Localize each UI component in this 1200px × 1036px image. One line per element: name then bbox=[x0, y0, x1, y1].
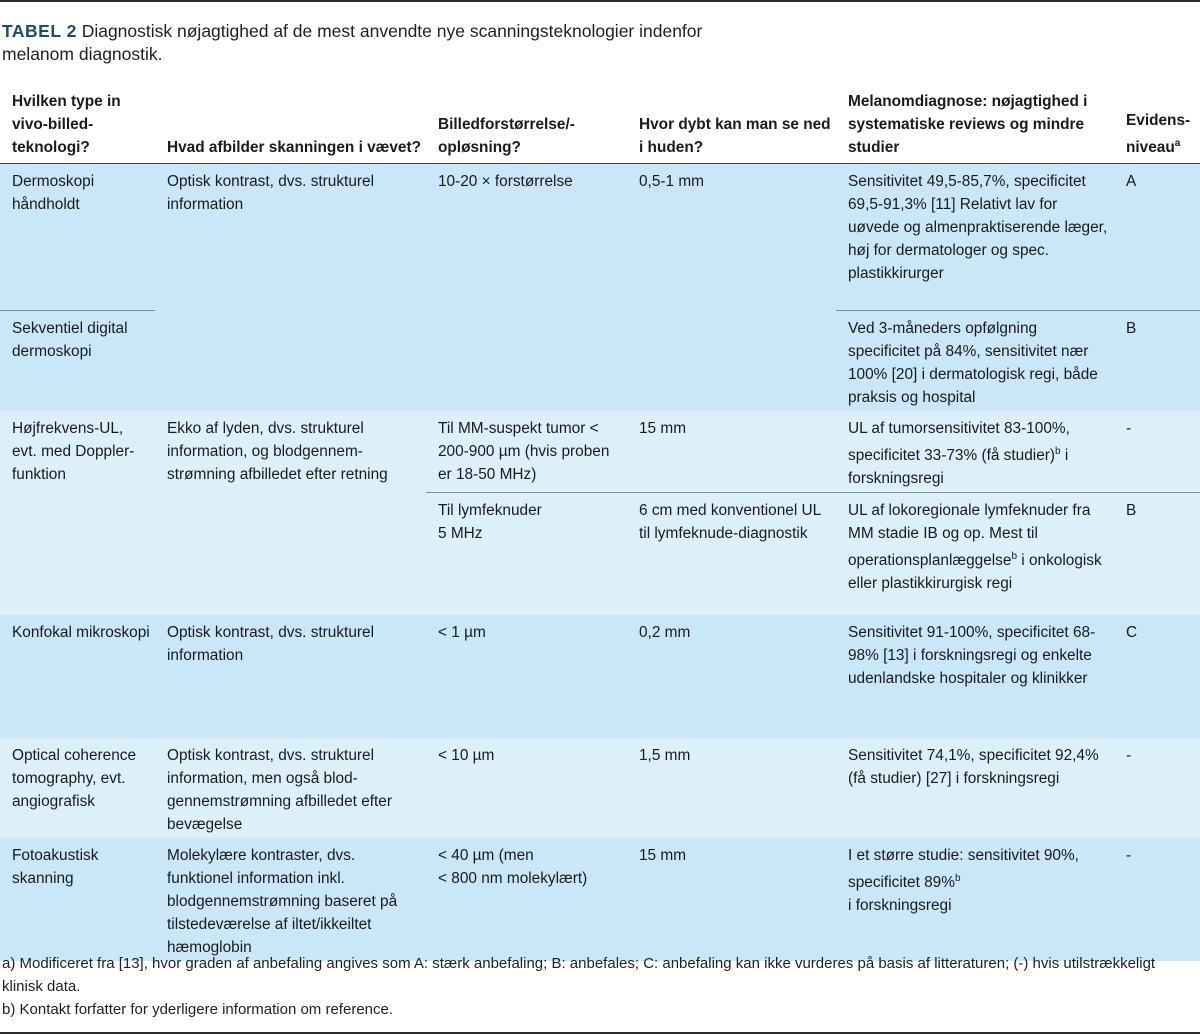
cell-shows: Optisk kontrast, dvs. strukturel information bbox=[155, 164, 426, 412]
cell-type: Højfrekvens-UL, evt. med Doppler-funktion bbox=[0, 411, 155, 615]
cell-accuracy: Sensitivitet 91-100%, specificitet 68-98% [13] i forskningsregi og enkelte udenlandske hospitaler og klinikker bbox=[836, 615, 1114, 738]
header-depth: Hvor dybt kan man se ned i huden? bbox=[627, 84, 836, 164]
cell-resolution: < 1 µm bbox=[426, 615, 627, 738]
header-type: Hvilken type in vivo-billed-teknologi? bbox=[0, 84, 155, 164]
header-accuracy: Melanomdiagnose: nøjagtighed i systematiske reviews og mindre studier bbox=[836, 84, 1114, 164]
footnote-ref: b bbox=[1011, 551, 1017, 563]
header-row bbox=[0, 84, 1200, 164]
cell-accuracy bbox=[836, 411, 1114, 493]
accuracy-text: i onkologisk eller plastikkirurgisk regi bbox=[848, 552, 1102, 593]
cell-accuracy bbox=[836, 493, 1114, 615]
cell-resolution: < 10 µm bbox=[426, 738, 627, 838]
cell-evidence: C bbox=[1114, 615, 1200, 738]
cell-evidence: B bbox=[1114, 311, 1200, 412]
cell-shows: Optisk kontrast, dvs. strukturel information, men også blod-gennemstrømning afbilledet efter bevægelse bbox=[155, 738, 426, 838]
footnote-b: b) Kontakt forfatter for yderligere information om reference. bbox=[2, 1001, 394, 1018]
cell-type: Konfokal mikroskopi bbox=[0, 615, 155, 738]
accuracy-text: I et større studie: sensitivitet 90%, specificitet 89% bbox=[848, 846, 1079, 891]
cell-shows: Molekylære kontraster, dvs. funktionel information inkl. blodgennemstrømning baseret på tilstedeværelse af iltet/ikkeiltet hæmoglobin bbox=[155, 838, 426, 961]
cell-resolution: < 40 µm (men < 800 nm molekylært) bbox=[426, 838, 627, 961]
cell-evidence: - bbox=[1114, 838, 1200, 961]
diagnostic-table bbox=[0, 84, 1200, 961]
table-caption-text: Diagnostisk nøjagtighed af de mest anvendte nye scanningsteknologier indenfor melanom diagnostik. bbox=[2, 21, 703, 64]
cell-type: Fotoakustisk skanning bbox=[0, 838, 155, 961]
cell-type: Sekventiel digital dermoskopi bbox=[0, 311, 155, 412]
cell-resolution: Til lymfeknuder 5 MHz bbox=[426, 493, 627, 615]
cell-depth: 1,5 mm bbox=[627, 738, 836, 838]
accuracy-text: i forskningsregi bbox=[848, 896, 952, 914]
top-rule bbox=[0, 0, 1200, 2]
cell-resolution: Til MM-suspekt tumor < 200-900 µm (hvis proben er 18-50 MHz) bbox=[426, 411, 627, 493]
cell-evidence: B bbox=[1114, 493, 1200, 615]
header-evidence-sup: a bbox=[1174, 137, 1181, 149]
footnote-ref: b bbox=[954, 872, 961, 884]
cell-depth: 15 mm bbox=[627, 411, 836, 493]
cell-depth: 0,5-1 mm bbox=[627, 164, 836, 412]
table-label: TABEL 2 bbox=[2, 21, 77, 41]
table-row bbox=[0, 164, 1200, 311]
cell-depth: 15 mm bbox=[627, 838, 836, 961]
cell-evidence: - bbox=[1114, 738, 1200, 838]
footnote-ref: b bbox=[1055, 446, 1061, 457]
table-row bbox=[0, 838, 1200, 961]
cell-depth: 6 cm med konventionel UL til lymfeknude-diagnostik bbox=[627, 493, 836, 615]
table-row bbox=[0, 411, 1200, 493]
cell-shows: Ekko af lyden, dvs. strukturel information, og blodgennem-strømning afbilledet efter retning bbox=[155, 411, 426, 615]
header-evidence bbox=[1114, 84, 1200, 164]
cell-type: Dermoskopi håndholdt bbox=[0, 164, 155, 311]
cell-resolution: 10-20 × forstørrelse bbox=[426, 164, 627, 412]
cell-depth: 0,2 mm bbox=[627, 615, 836, 738]
cell-accuracy: Sensitivitet 49,5-85,7%, specificitet 69,5-91,3% [11] Relativt lav for uøvede og almenpraktiserende læger, høj for dermatologer og spec. plastikkirurger bbox=[836, 164, 1114, 311]
header-evidence-text: Evidens-niveau bbox=[1126, 111, 1191, 156]
cell-type: Optical coherence tomography, evt. angiografisk bbox=[0, 738, 155, 838]
bottom-rule bbox=[0, 1032, 1200, 1034]
table-row bbox=[0, 738, 1200, 838]
table-row bbox=[0, 615, 1200, 738]
accuracy-text: i forskningsregi bbox=[848, 447, 1069, 488]
cell-accuracy bbox=[836, 838, 1114, 961]
accuracy-text: UL af tumorsensitivitet 83-100%, specificitet 33-73% (få studier) bbox=[848, 420, 1070, 465]
header-shows: Hvad afbilder skanningen i vævet? bbox=[155, 84, 426, 164]
footnote-a: a) Modificeret fra [13], hvor graden af anbefaling angives som A: stærk anbefaling; B: anbefales; C: anbefaling kan ikke vurderes på basis af litteraturen; (-) hvis utilstrækkeligt klinisk data. bbox=[2, 955, 1156, 995]
cell-evidence: - bbox=[1114, 411, 1200, 493]
cell-accuracy: Ved 3-måneders opfølgning specificitet på 84%, sensitivitet nær 100% [20] i dermatologisk regi, både praksis og hospital bbox=[836, 311, 1114, 412]
cell-shows: Optisk kontrast, dvs. strukturel information bbox=[155, 615, 426, 738]
cell-accuracy: Sensitivitet 74,1%, specificitet 92,4% (få studier) [27] i forskningsregi bbox=[836, 738, 1114, 838]
cell-evidence: A bbox=[1114, 164, 1200, 311]
header-resolution: Billedforstørrelse/-opløsning? bbox=[426, 84, 627, 164]
table-caption bbox=[2, 20, 762, 66]
footnotes bbox=[2, 952, 1197, 1021]
accuracy-text: UL af lokoregionale lymfeknuder fra MM stadie IB og op. Mest til operationsplanlæggelse bbox=[848, 502, 1091, 570]
